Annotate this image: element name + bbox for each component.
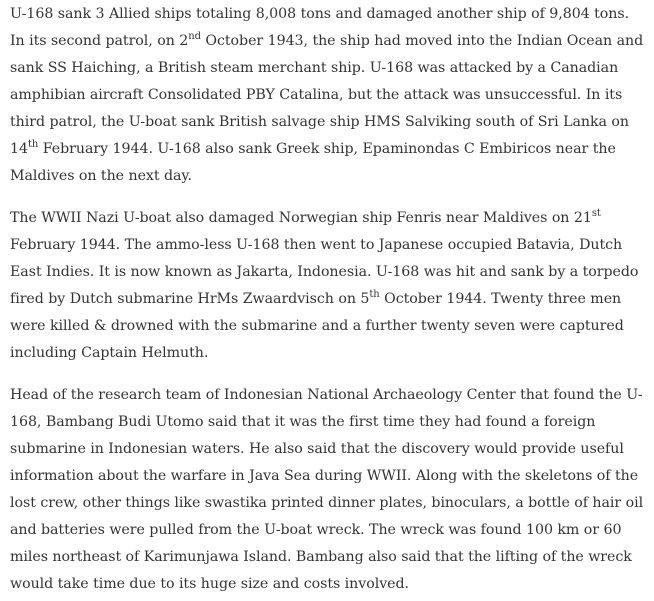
ordinal-suffix: nd (188, 30, 201, 42)
text-run: Head of the research team of Indonesian National Archaeology Center that found the U-168, Bambang Budi Utomo said that it was the first time they had found a foreign submarine in Indonesian waters. He also said that the discovery would provide useful information about the warfare in Java Sea during WWII. Along with the skeletons of the lost crew, other things like swastika printed dinner plates, binoculars, a bottle of hair oil and batteries were pulled from the U-boat wreck. The wreck was found 100 km or 60 miles northeast of Karimunjawa Island. Bambang also said that the lifting of the wreck would take time due to its huge size and costs involved. (10, 387, 644, 592)
paragraph-3 (10, 382, 644, 598)
ordinal-suffix: th (27, 138, 39, 150)
ordinal-suffix: th (369, 288, 380, 300)
text-run: October 1943, the ship had moved into the Indian Ocean and sank SS Haiching, a British steam merchant ship. U-168 was attacked by a Canadian amphibian aircraft Consolidated PBY Catalina, but the attack was unsuccessful. In its third patrol, the U-boat sank British salvage ship HMS Salviking south of Sri Lanka on 14 (10, 33, 644, 157)
ordinal-suffix: st (591, 207, 601, 219)
article-body (0, 1, 654, 598)
paragraph-2 (10, 205, 644, 367)
text-run: February 1944. The ammo-less U-168 then went to Japanese occupied Batavia, Dutch East Indies. It is now known as Jakarta, Indonesia. U-168 was hit and sank by a torpedo fired by Dutch submarine HrMs Zwaardvisch on 5 (10, 237, 639, 307)
text-run: The WWII Nazi U-boat also damaged Norwegian ship Fenris near Maldives on 21 (10, 210, 592, 226)
text-run: February 1944. U-168 also sank Greek ship, Epaminondas C Embiricos near the Maldives on the next day. (10, 141, 616, 184)
text-run: U-168 sank 3 Allied ships totaling 8,008 tons and damaged another ship of 9,804 tons. In its second patrol, on 2 (10, 6, 630, 49)
text-run: October 1944. Twenty three men were killed & drowned with the submarine and a further twenty seven were captured including Captain Helmuth. (10, 291, 624, 361)
paragraph-1 (10, 1, 644, 190)
